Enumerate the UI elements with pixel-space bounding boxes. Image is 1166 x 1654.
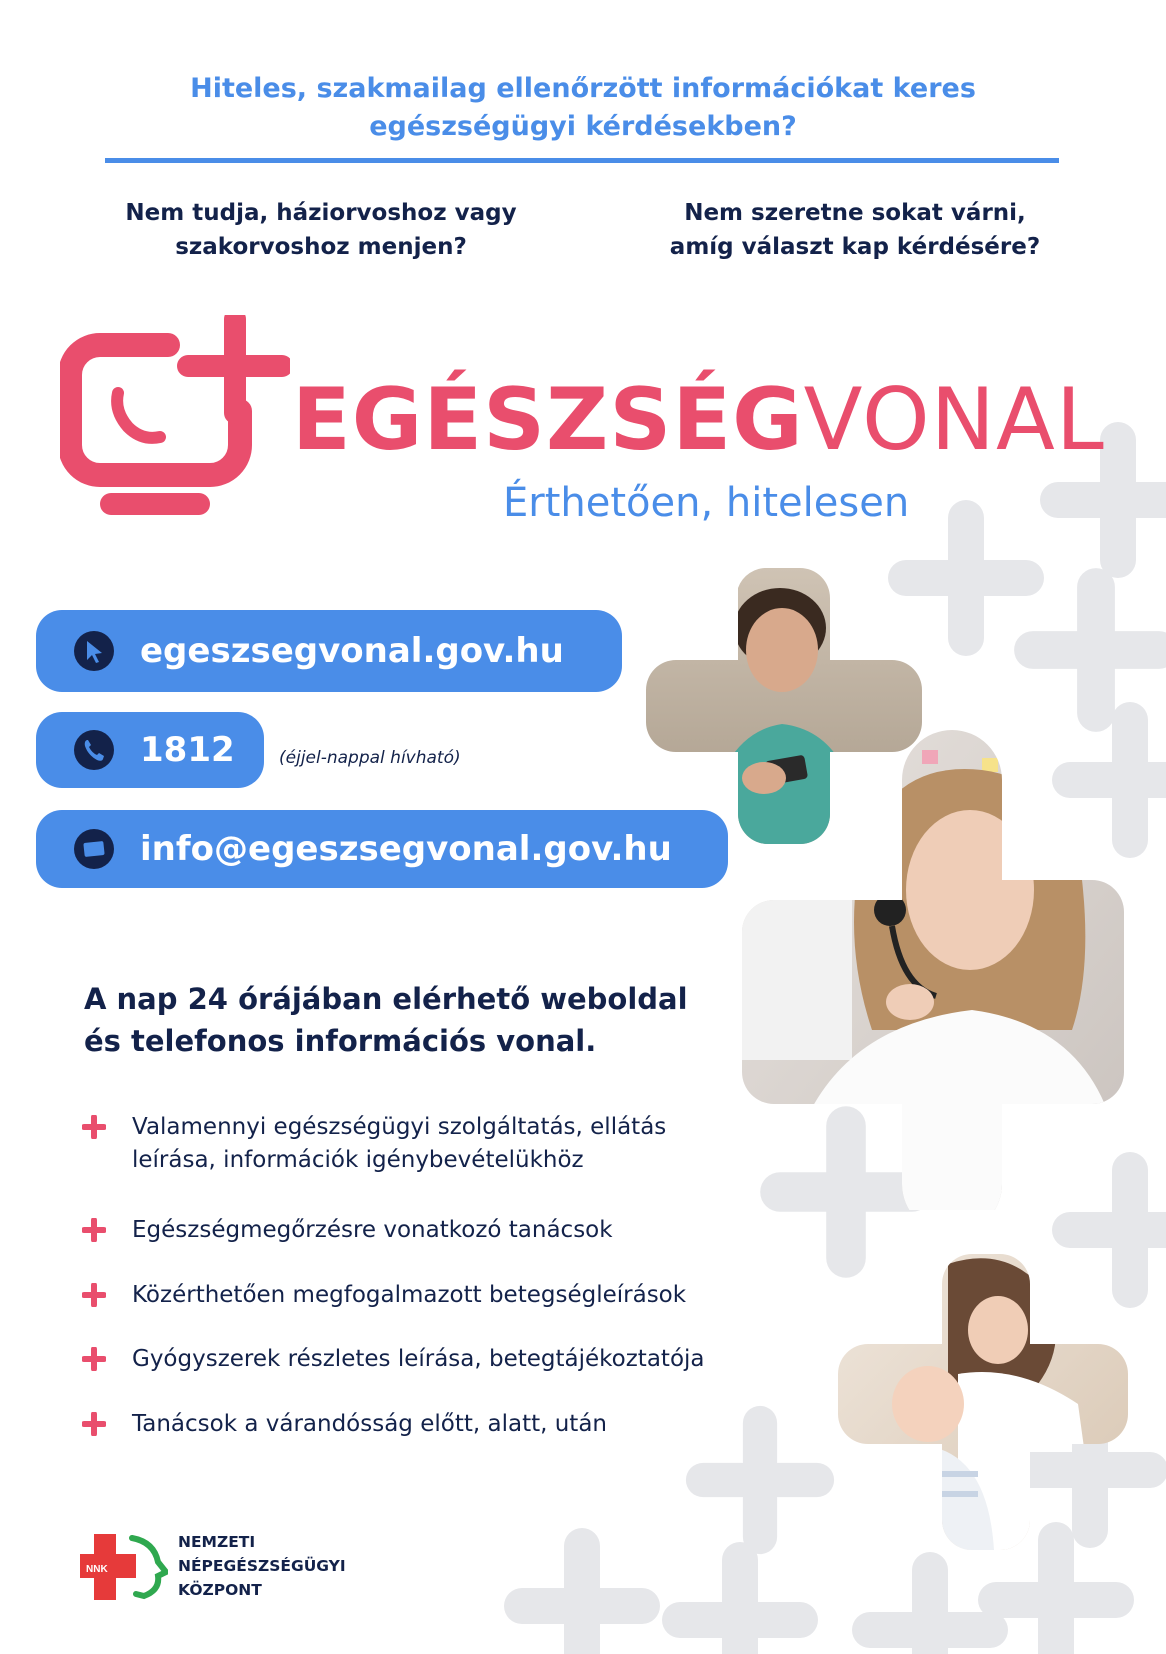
list-item — [82, 1343, 742, 1376]
subquestion-left — [106, 196, 536, 264]
headline-question — [100, 70, 1066, 146]
phone-availability-note: (éjjel-nappal hívható) — [279, 748, 461, 768]
list-item-line-2: leírása, információk igénybevételükhöz — [132, 1147, 584, 1173]
logo-wordmark-light: VONAL — [803, 370, 1105, 470]
phone-number: 1812 — [140, 730, 235, 770]
plus-icon — [82, 1218, 106, 1242]
phone-link[interactable] — [36, 712, 264, 788]
list-item-text: Egészségmegőrzésre vonatkozó tanácsok — [132, 1217, 613, 1243]
logo-slogan: Érthetően, hitelesen — [503, 480, 910, 526]
list-item-text: Közérthetően megfogalmazott betegségleírások — [132, 1282, 687, 1308]
nnk-logo — [80, 1532, 168, 1602]
cursor-icon — [74, 631, 114, 671]
organization-line-3: KÖZPONT — [178, 1581, 262, 1599]
subquestion-right — [640, 196, 1070, 264]
website-link[interactable] — [36, 610, 622, 692]
list-item — [82, 1111, 742, 1177]
email-address: info@egeszsegvonal.gov.hu — [140, 829, 672, 869]
statement-line-2: és telefonos információs vonal. — [84, 1024, 597, 1058]
list-item-line-1: Valamennyi egészségügyi szolgáltatás, ellátás — [132, 1114, 667, 1140]
logo-wordmark-bold: EGÉSZSÉG — [292, 370, 804, 470]
list-item-text: Tanácsok a várandósság előtt, alatt, után — [132, 1411, 607, 1437]
subquestion-right-line-2: amíg választ kap kérdésére? — [669, 234, 1041, 260]
list-item — [82, 1408, 742, 1441]
website-url: egeszsegvonal.gov.hu — [140, 631, 564, 671]
photo-call-center-agent — [742, 730, 1124, 1210]
plus-icon — [82, 1347, 106, 1371]
plus-icon — [82, 1412, 106, 1436]
subquestion-left-line-1: Nem tudja, háziorvoshoz vagy — [125, 200, 517, 226]
subquestion-left-line-2: szakorvoshoz menjen? — [175, 234, 467, 260]
service-statement — [84, 978, 724, 1062]
subquestion-right-line-1: Nem szeretne sokat várni, — [684, 200, 1026, 226]
headline-line-2: egészségügyi kérdésekben? — [369, 111, 797, 142]
plus-icon — [82, 1283, 106, 1307]
organization-name — [178, 1530, 346, 1602]
list-item-text: Gyógyszerek részletes leírása, betegtájékoztatója — [132, 1346, 705, 1372]
envelope-icon — [74, 829, 114, 869]
organization-line-1: NEMZETI — [178, 1533, 256, 1551]
phone-icon — [74, 730, 114, 770]
nnk-logo-letters: NNK — [86, 1564, 108, 1575]
statement-line-1: A nap 24 órájában elérhető weboldal — [84, 982, 688, 1016]
list-item — [82, 1214, 742, 1247]
monitor-phone-plus-icon — [60, 315, 290, 525]
plus-icon — [82, 1115, 106, 1139]
headline-line-1: Hiteles, szakmailag ellenőrzött információkat keres — [190, 73, 976, 104]
email-link[interactable] — [36, 810, 728, 888]
header-divider — [105, 158, 1059, 163]
organization-line-2: NÉPEGÉSZSÉGÜGYI — [178, 1557, 346, 1575]
photo-mother-and-baby — [838, 1254, 1128, 1550]
list-item — [82, 1279, 742, 1312]
logo-wordmark — [292, 370, 1105, 470]
